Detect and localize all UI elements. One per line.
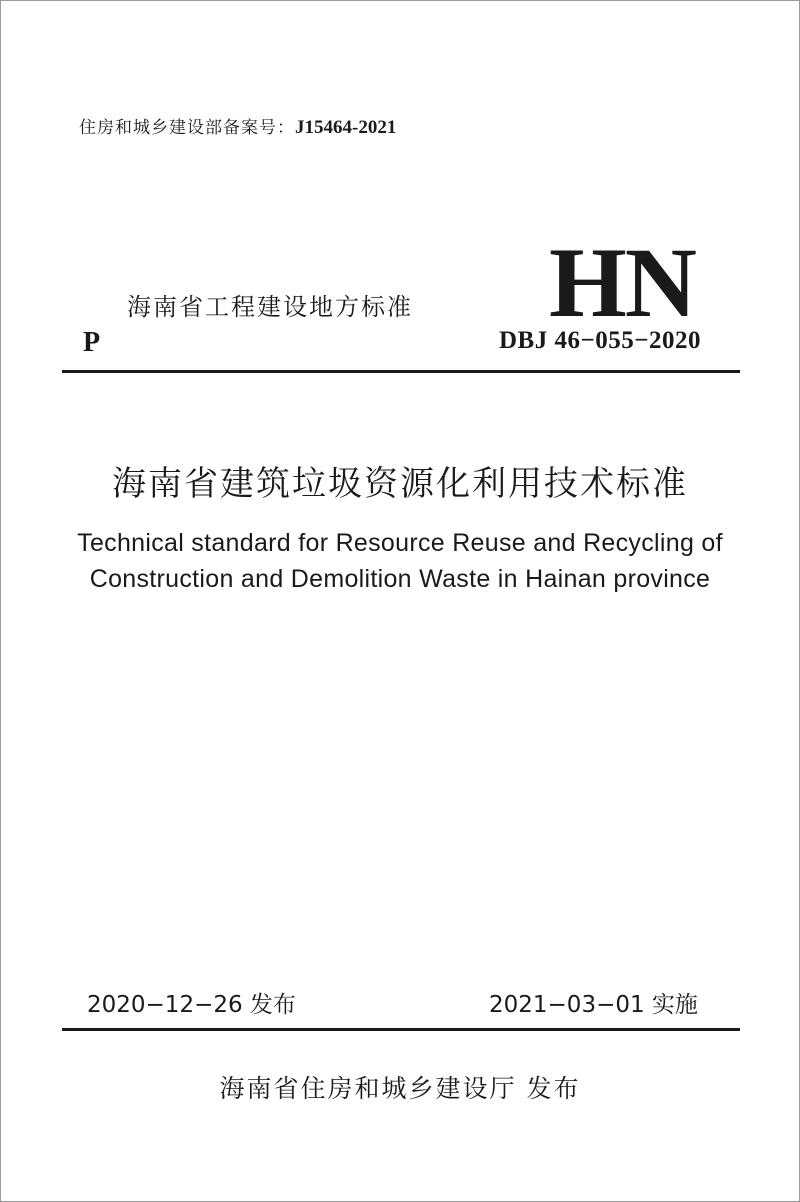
publisher: 海南省住房和城乡建设厅 发布 [219, 1074, 581, 1103]
issue-date: 2020−12−26 发布 [87, 992, 296, 1018]
standard-series-label: 海南省工程建设地方标准 [127, 293, 413, 321]
title-english-line-2: Construction and Demolition Waste in Hainan province [89, 565, 711, 593]
top-divider [62, 370, 740, 373]
bottom-divider [62, 1028, 740, 1031]
filing-record-label: 住房和城乡建设部备案号： [79, 118, 295, 138]
title-chinese: 海南省建筑垃圾资源化利用技术标准 [112, 464, 688, 504]
classification-code: P [83, 327, 101, 358]
filing-record-number: J15464-2021 [295, 117, 397, 138]
implementation-date: 2021−03−01 实施 [489, 992, 698, 1018]
filing-record [79, 113, 396, 139]
standard-number: DBJ 46−055−2020 [499, 327, 701, 354]
hn-logo: HN [549, 227, 695, 338]
title-english-line-1: Technical standard for Resource Reuse and Recycling of [77, 529, 723, 557]
title-english [1, 525, 799, 597]
